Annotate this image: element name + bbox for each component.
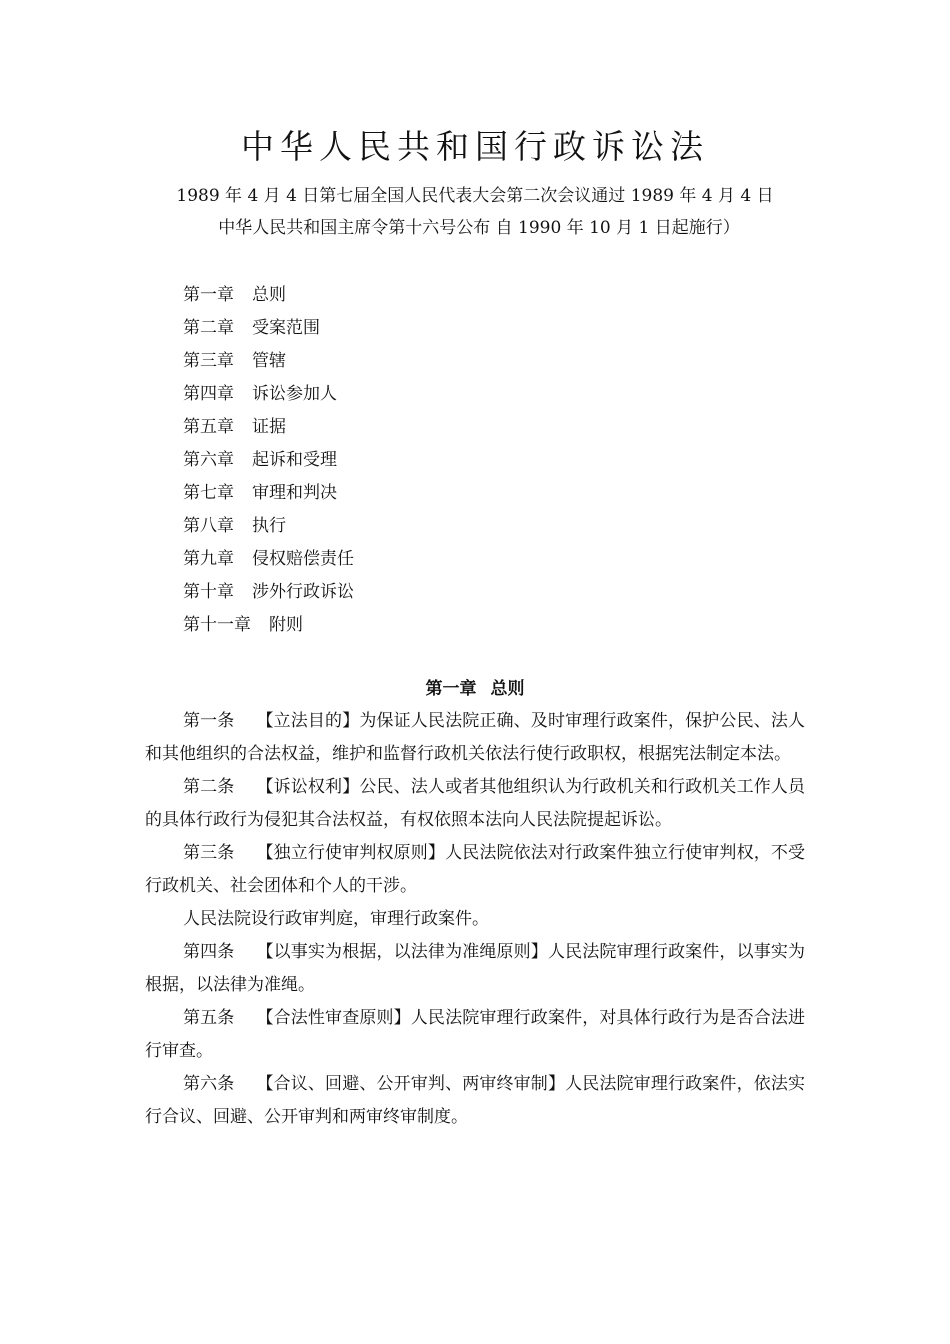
toc-chapter-title: 执行: [252, 516, 286, 536]
article-text: 【合法性审查原则】人民法院审理行政案件，对具体行政行为是否合法进行审查。: [145, 1008, 806, 1061]
toc-item: [183, 280, 354, 313]
toc-chapter-title: 起诉和受理: [252, 450, 337, 470]
article-number: 第二条: [183, 777, 235, 797]
article-paragraph: [145, 1002, 805, 1068]
toc-chapter-number: 第一章: [183, 285, 234, 305]
toc-item: [183, 412, 354, 445]
article-number: 第六条: [183, 1074, 235, 1094]
article-number: 第一条: [183, 711, 235, 731]
article-text: 【独立行使审判权原则】人民法院依法对行政案件独立行使审判权，不受行政机关、社会团体和个人的干涉。: [145, 843, 806, 896]
toc-chapter-title: 附则: [269, 615, 303, 635]
toc-chapter-title: 侵权赔偿责任: [252, 549, 354, 569]
toc-chapter-title: 总则: [252, 285, 286, 305]
toc-item: [183, 379, 354, 412]
toc-chapter-number: 第七章: [183, 483, 234, 503]
toc-chapter-number: 第十章: [183, 582, 234, 602]
article-paragraph: [145, 936, 805, 1002]
toc-item: [183, 445, 354, 478]
toc-chapter-number: 第八章: [183, 516, 234, 536]
article-number: 第三条: [183, 843, 235, 863]
toc-chapter-number: 第四章: [183, 384, 234, 404]
toc-item: [183, 346, 354, 379]
toc-chapter-number: 第九章: [183, 549, 234, 569]
article-paragraph: [145, 705, 805, 771]
toc-chapter-number: 第二章: [183, 318, 234, 338]
article-text: 【合议、回避、公开审判、两审终审制】人民法院审理行政案件，依法实行合议、回避、公开审判和两审终审制度。: [145, 1074, 806, 1127]
toc-chapter-title: 证据: [252, 417, 286, 437]
article-text: 人民法院设行政审判庭，审理行政案件。: [183, 909, 489, 929]
toc-chapter-title: 受案范围: [252, 318, 320, 338]
toc-chapter-number: 第六章: [183, 450, 234, 470]
toc-chapter-number: 第五章: [183, 417, 234, 437]
article-text: 【诉讼权利】公民、法人或者其他组织认为行政机关和行政机关工作人员的具体行政行为侵犯其合法权益，有权依照本法向人民法院提起诉讼。: [145, 777, 806, 830]
article-number: 第五条: [183, 1008, 235, 1028]
article-paragraph: [145, 1068, 805, 1134]
toc-chapter-title: 涉外行政诉讼: [252, 582, 354, 602]
article-text: 【立法目的】为保证人民法院正确、及时审理行政案件，保护公民、法人和其他组织的合法权益，维护和监督行政机关依法行使行政职权，根据宪法制定本法。: [145, 711, 806, 764]
article-paragraph: [145, 771, 805, 837]
toc-item: [183, 313, 354, 346]
toc-item: [183, 544, 354, 577]
document-title: 中华人民共和国行政诉讼法: [241, 127, 709, 166]
toc-chapter-title: 审理和判决: [252, 483, 337, 503]
article-paragraph: [145, 903, 805, 936]
table-of-contents: [183, 280, 354, 643]
toc-chapter-title: 管辖: [252, 351, 286, 371]
toc-item: [183, 478, 354, 511]
chapter-title: 总则: [490, 679, 525, 699]
enactment-note-line-2: 中华人民共和国主席令第十六号公布 自 1990 年 10 月 1 日起施行）: [218, 218, 740, 238]
article-number: 第四条: [183, 942, 235, 962]
article-paragraph: [145, 837, 805, 903]
article-text: 【以事实为根据，以法律为准绳原则】人民法院审理行政案件，以事实为根据，以法律为准绳。: [145, 942, 806, 995]
toc-chapter-title: 诉讼参加人: [252, 384, 337, 404]
chapter-number: 第一章: [425, 679, 477, 699]
toc-chapter-number: 第十一章: [183, 615, 251, 635]
chapter-heading: [0, 674, 950, 704]
enactment-note-line-1: 1989 年 4 月 4 日第七届全国人民代表大会第二次会议通过 1989 年 4 月 4 日: [176, 186, 774, 206]
toc-chapter-number: 第三章: [183, 351, 234, 371]
chapter-body: [145, 705, 805, 1134]
toc-item: [183, 577, 354, 610]
toc-item: [183, 610, 354, 643]
toc-item: [183, 511, 354, 544]
